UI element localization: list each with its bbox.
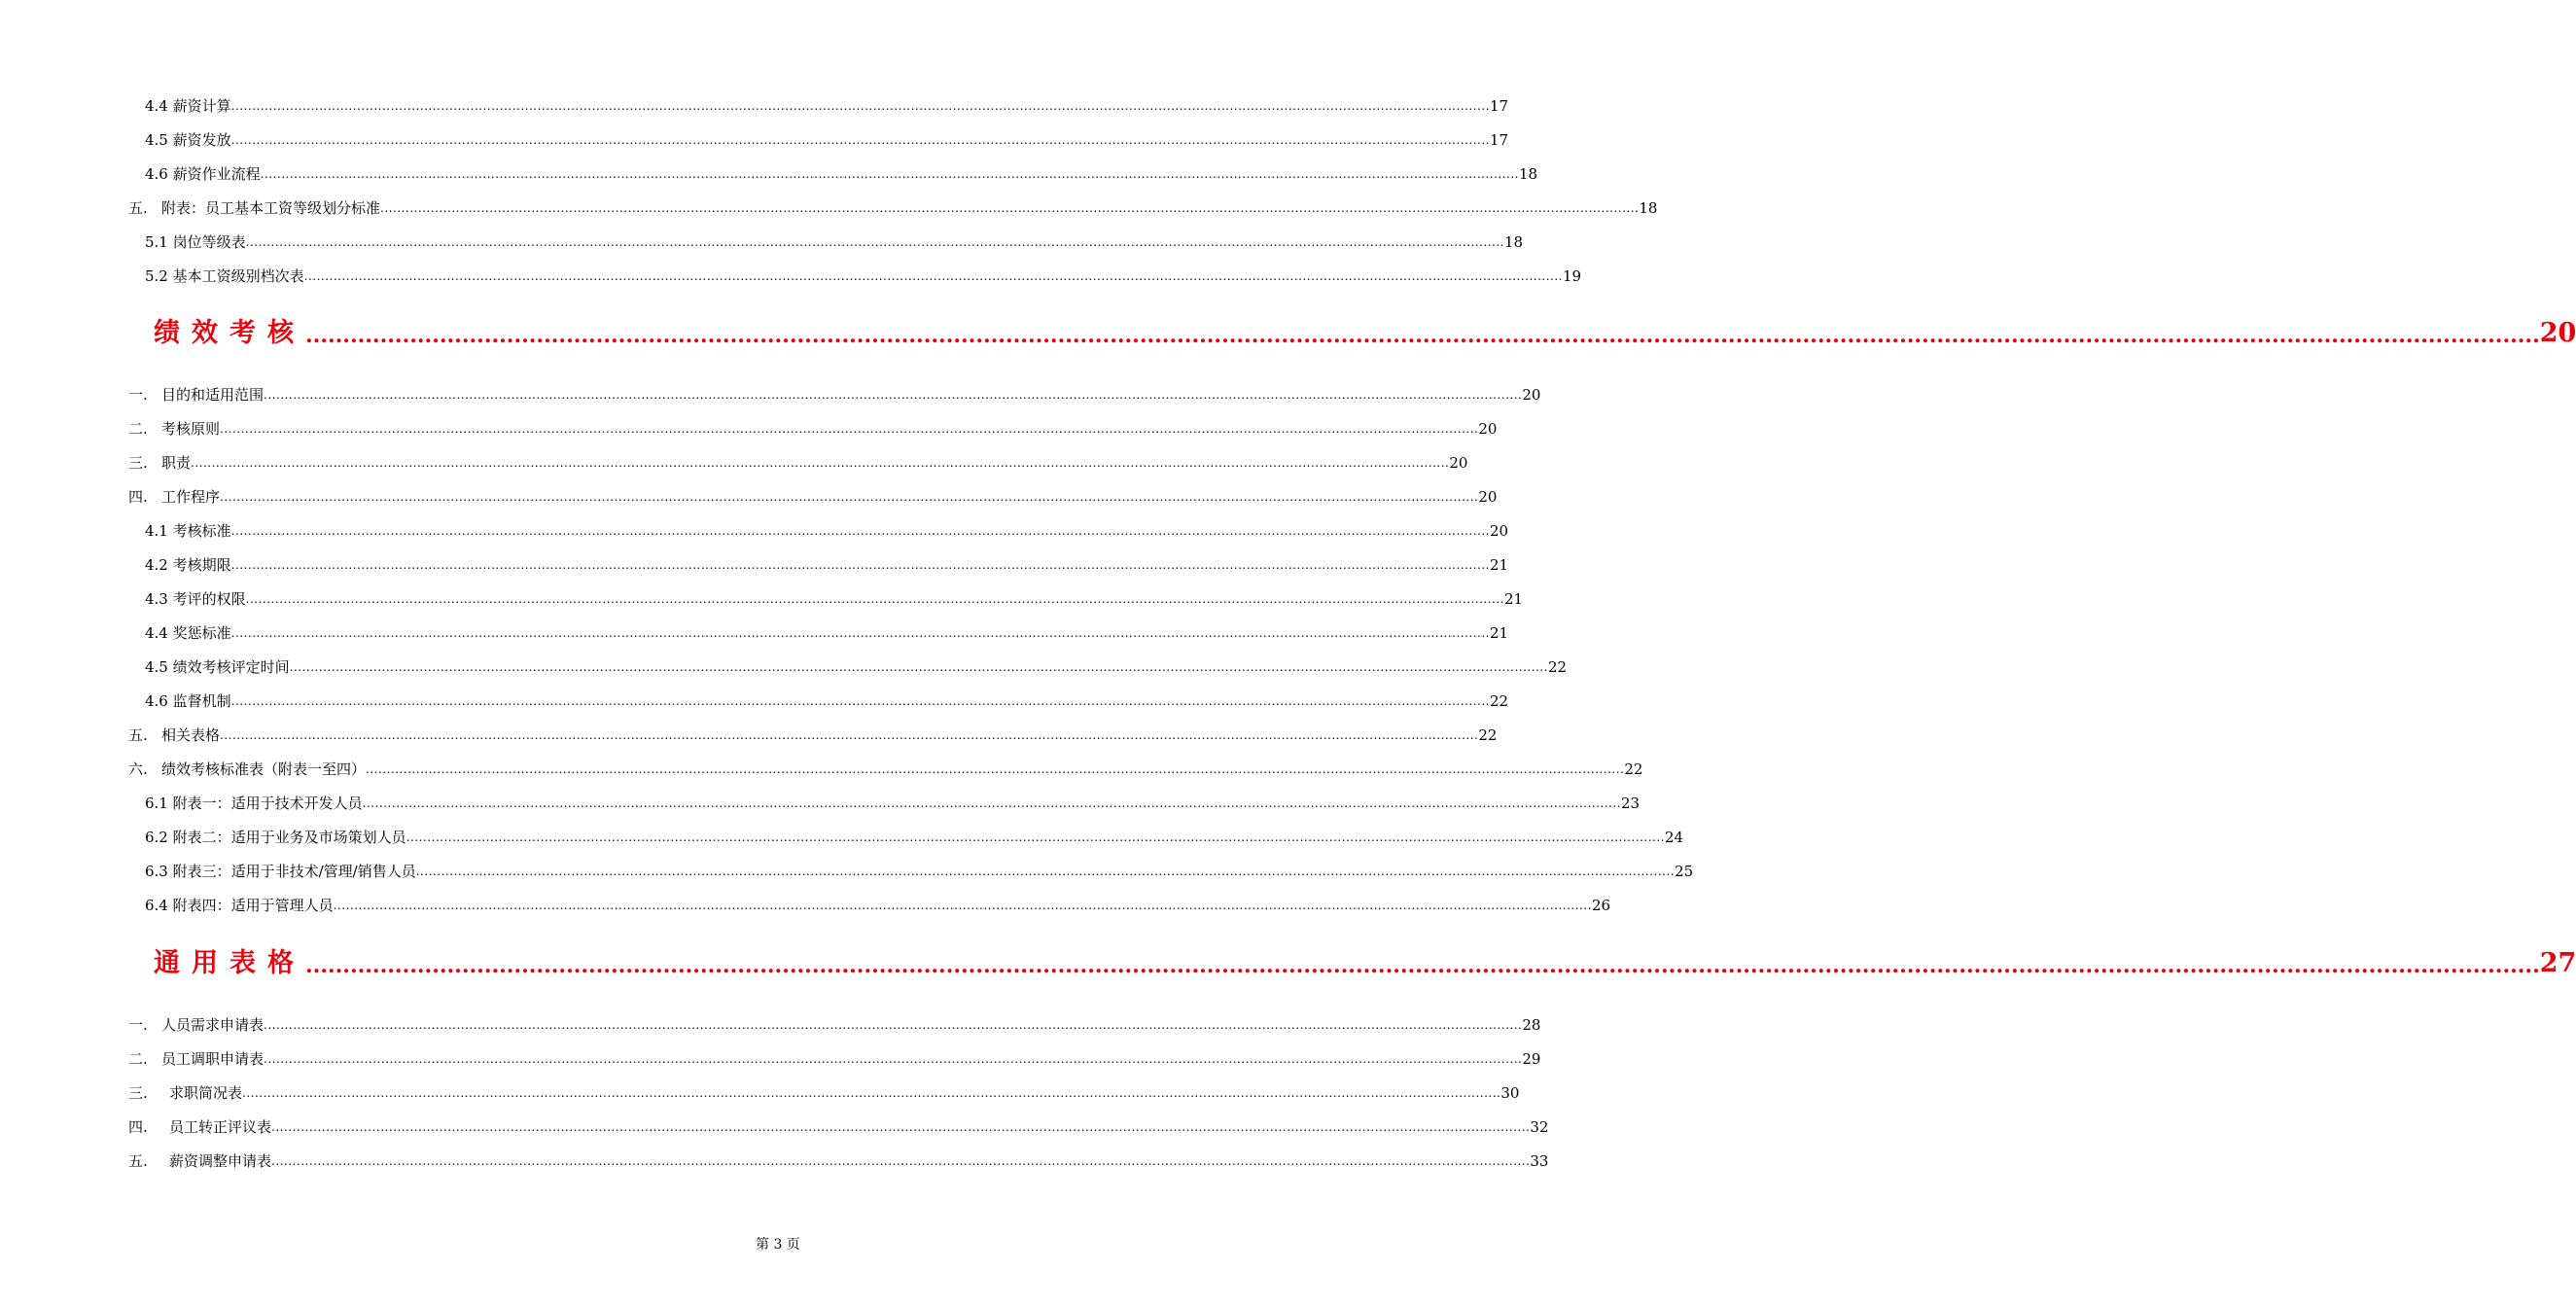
toc-entry-page: 20 — [1478, 488, 1498, 506]
toc-entry-label: 5.1 岗位等级表 — [145, 233, 246, 251]
toc-entry[interactable] — [145, 264, 1582, 285]
toc-entry-page: 18 — [1503, 233, 1524, 251]
toc-entry[interactable] — [145, 93, 1509, 115]
toc-leader: ............................................................................................................................................................................................................................................................................................................ — [264, 1052, 1523, 1066]
toc-leader: ............................................................................................................................................................................................................................................................................................................ — [303, 269, 1563, 283]
toc-leader: ............................................................................................................................................................................................................................................................................................................ — [380, 201, 1640, 215]
toc-leader: ............................................................................................................................................................................................................................................................................................................ — [264, 1018, 1523, 1032]
toc-entry-label: 4.4 奖惩标准 — [145, 624, 231, 642]
toc-entry-number: 一. — [128, 1016, 148, 1034]
toc-leader: ............................................................................................................................................................................................................................................................................................................ — [245, 592, 1504, 606]
toc-entry-label — [128, 1016, 264, 1034]
toc-leader: ............................................................................................................................................................................................................................................................................................................ — [245, 235, 1504, 249]
toc-entry[interactable] — [128, 382, 1541, 404]
toc-entry-label: 4.6 薪资作业流程 — [145, 165, 261, 183]
toc-entry[interactable] — [145, 893, 1611, 914]
toc-entry-number: 四. — [128, 1118, 148, 1136]
toc-entry-label: 4.2 考核期限 — [145, 556, 231, 574]
toc-leader: ............................................................................................................................................................................................................................................................................................................ — [242, 1086, 1501, 1100]
toc-leader: ............................................................................................................................................................................................................................................................................................................ — [230, 558, 1490, 572]
toc-entry-number: 三. — [128, 454, 148, 472]
toc-entry[interactable] — [145, 689, 1509, 710]
toc-entry-text: 员工转正评议表 — [169, 1118, 272, 1136]
toc-entry-page: 21 — [1489, 556, 1509, 574]
toc-entry-page: 22 — [1624, 760, 1643, 778]
toc-entry-page: 23 — [1620, 795, 1641, 812]
toc-entry-label — [128, 760, 366, 778]
toc-entry-label — [128, 386, 264, 404]
chapter-page: 20 — [2539, 318, 2576, 348]
toc-leader: ............................................................................................................................................................................................................................................................................................................ — [289, 660, 1548, 674]
toc-entry[interactable] — [145, 161, 1538, 183]
toc-entry-label — [128, 420, 220, 438]
toc-entry-text: 工作程序 — [161, 488, 221, 506]
toc-entry[interactable] — [145, 859, 1694, 880]
toc-entry-page: 22 — [1478, 726, 1498, 744]
toc-chapter-heading[interactable] — [154, 311, 2576, 350]
toc-leader: ............................................................................................................................................................................................................................................................................................................ — [230, 99, 1490, 113]
toc-entry-text: 员工调职申请表 — [161, 1050, 265, 1068]
toc-entry[interactable] — [145, 620, 1509, 642]
toc-entry-page: 20 — [1449, 454, 1468, 472]
toc-entry-page: 18 — [1518, 165, 1538, 183]
toc-entry-label — [128, 454, 191, 472]
toc-entry-page: 22 — [1489, 692, 1509, 710]
toc-entry-page: 32 — [1530, 1118, 1549, 1136]
toc-entry[interactable] — [128, 1046, 1541, 1068]
toc-entry-label — [128, 1152, 271, 1170]
toc-entry-number: 六. — [128, 760, 148, 778]
toc-entry-page: 20 — [1489, 522, 1509, 540]
toc-entry-label — [128, 1084, 242, 1102]
toc-entry-label: 4.6 监督机制 — [145, 692, 231, 710]
toc-entry-label — [128, 488, 220, 506]
toc-entry-number: 四. — [128, 488, 148, 506]
toc-leader: ............................................................................................................................................................................................................................................................................................................ — [191, 456, 1450, 470]
toc-entry-label: 4.3 考评的权限 — [145, 590, 246, 608]
toc-leader: ............................................................................................................................................................................................................................................................................................................ — [220, 422, 1479, 436]
toc-entry[interactable] — [145, 552, 1509, 574]
toc-leader: ............................................................................................................................................................................................................................................................................................................ — [362, 796, 1621, 810]
toc-entry-text: 薪资调整申请表 — [169, 1152, 272, 1170]
toc-entry-number: 五. — [128, 199, 148, 217]
toc-leader: ............................................................................................................................................................................................................................................................................................................ — [305, 323, 2540, 348]
toc-entry-page: 17 — [1489, 97, 1509, 115]
toc-entry[interactable] — [128, 1114, 1549, 1136]
toc-entry-text: 相关表格 — [161, 726, 221, 744]
chapter-title: 通用表格 — [154, 948, 305, 978]
toc-chapter-heading[interactable] — [154, 941, 2576, 980]
toc-leader: ............................................................................................................................................................................................................................................................................................................ — [260, 167, 1519, 181]
toc-entry-page: 20 — [1478, 420, 1498, 438]
toc-entry-number: 一. — [128, 386, 148, 404]
toc-entry-page: 21 — [1489, 624, 1509, 642]
toc-entry[interactable] — [128, 757, 1643, 778]
toc-entry-page: 30 — [1500, 1084, 1520, 1102]
toc-entry-text: 人员需求申请表 — [161, 1016, 265, 1034]
toc-entry-page: 33 — [1530, 1152, 1549, 1170]
chapter-title: 绩效考核 — [154, 318, 305, 348]
toc-leader: ............................................................................................................................................................................................................................................................................................................ — [271, 1120, 1531, 1134]
toc-entry-label: 4.5 薪资发放 — [145, 131, 231, 149]
toc-leader: ............................................................................................................................................................................................................................................................................................................ — [415, 865, 1676, 878]
toc-entry-number: 二. — [128, 420, 148, 438]
toc-entry-text: 职责 — [161, 454, 192, 472]
toc-entry[interactable] — [128, 416, 1498, 438]
toc-entry-number: 二. — [128, 1050, 148, 1068]
toc-entry[interactable] — [145, 230, 1524, 251]
toc-entry-number: 五. — [128, 726, 148, 744]
toc-entry[interactable] — [128, 484, 1498, 506]
toc-entry-page: 20 — [1522, 386, 1541, 404]
toc-leader: ............................................................................................................................................................................................................................................................................................................ — [305, 953, 2540, 978]
toc-entry-label — [128, 1050, 264, 1068]
toc-leader: ............................................................................................................................................................................................................................................................................................................ — [220, 490, 1479, 504]
toc-entry-page: 17 — [1489, 131, 1509, 149]
toc-entry-label: 4.4 薪资计算 — [145, 97, 231, 115]
page-number-footer: 第 3 页 — [756, 1237, 800, 1253]
chapter-page: 27 — [2539, 948, 2576, 978]
toc-leader: ............................................................................................................................................................................................................................................................................................................ — [230, 626, 1490, 640]
toc-entry[interactable] — [145, 825, 1684, 846]
toc-entry[interactable] — [128, 723, 1498, 744]
toc-leader: ............................................................................................................................................................................................................................................................................................................ — [220, 728, 1479, 742]
toc-entry[interactable] — [128, 450, 1468, 472]
toc-entry-text: 考核原则 — [161, 420, 221, 438]
toc-entry-number: 三. — [128, 1084, 148, 1102]
toc-entry-text: 绩效考核标准表（附表一至四） — [161, 760, 367, 778]
toc-entry-text: 附表：员工基本工资等级划分标准 — [161, 199, 381, 217]
toc-leader: ............................................................................................................................................................................................................................................................................................................ — [264, 388, 1523, 402]
toc-entry-number: 五. — [128, 1152, 148, 1170]
toc-entry[interactable] — [128, 1080, 1520, 1102]
toc-entry-label: 6.3 附表三：适用于非技术/管理/销售人员 — [145, 863, 416, 880]
toc-entry-page: 21 — [1503, 590, 1524, 608]
toc-leader: ............................................................................................................................................................................................................................................................................................................ — [230, 524, 1490, 538]
toc-entry[interactable] — [128, 1012, 1541, 1034]
toc-entry-page: 26 — [1591, 897, 1611, 914]
toc-entry-text: 求职简况表 — [169, 1084, 243, 1102]
toc-entry-label: 6.4 附表四：适用于管理人员 — [145, 897, 334, 914]
toc-leader: ............................................................................................................................................................................................................................................................................................................ — [333, 899, 1592, 912]
toc-entry[interactable] — [128, 1148, 1549, 1170]
toc-entry-page: 25 — [1675, 863, 1694, 880]
toc-entry-label — [128, 199, 380, 217]
toc-leader: ............................................................................................................................................................................................................................................................................................................ — [230, 694, 1490, 708]
toc-entry[interactable] — [145, 518, 1509, 540]
toc-entry[interactable] — [145, 127, 1509, 149]
toc-leader: ............................................................................................................................................................................................................................................................................................................ — [230, 133, 1490, 147]
toc-entry-label: 6.2 附表二：适用于业务及市场策划人员 — [145, 829, 406, 846]
toc-entry-label: 5.2 基本工资级别档次表 — [145, 267, 304, 285]
toc-leader: ............................................................................................................................................................................................................................................................................................................ — [366, 762, 1625, 776]
toc-entry-label — [128, 726, 220, 744]
toc-entry[interactable] — [145, 791, 1641, 812]
toc-entry-label — [128, 1118, 271, 1136]
toc-entry[interactable] — [128, 195, 1658, 217]
toc-entry[interactable] — [145, 654, 1568, 676]
toc-entry-text: 目的和适用范围 — [161, 386, 265, 404]
toc-entry-page: 18 — [1639, 199, 1658, 217]
toc-leader: ............................................................................................................................................................................................................................................................................................................ — [406, 830, 1665, 844]
toc-entry-label: 6.1 附表一：适用于技术开发人员 — [145, 795, 363, 812]
toc-entry-page: 28 — [1522, 1016, 1541, 1034]
toc-entry[interactable] — [145, 586, 1524, 608]
toc-leader: ............................................................................................................................................................................................................................................................................................................ — [271, 1154, 1531, 1168]
toc-entry-page: 19 — [1562, 267, 1582, 285]
toc-entry-page: 29 — [1522, 1050, 1541, 1068]
toc-entry-page: 24 — [1664, 829, 1684, 846]
toc-entry-label: 4.1 考核标准 — [145, 522, 231, 540]
toc-entry-label: 4.5 绩效考核评定时间 — [145, 658, 290, 676]
toc-entry-page: 22 — [1547, 658, 1568, 676]
